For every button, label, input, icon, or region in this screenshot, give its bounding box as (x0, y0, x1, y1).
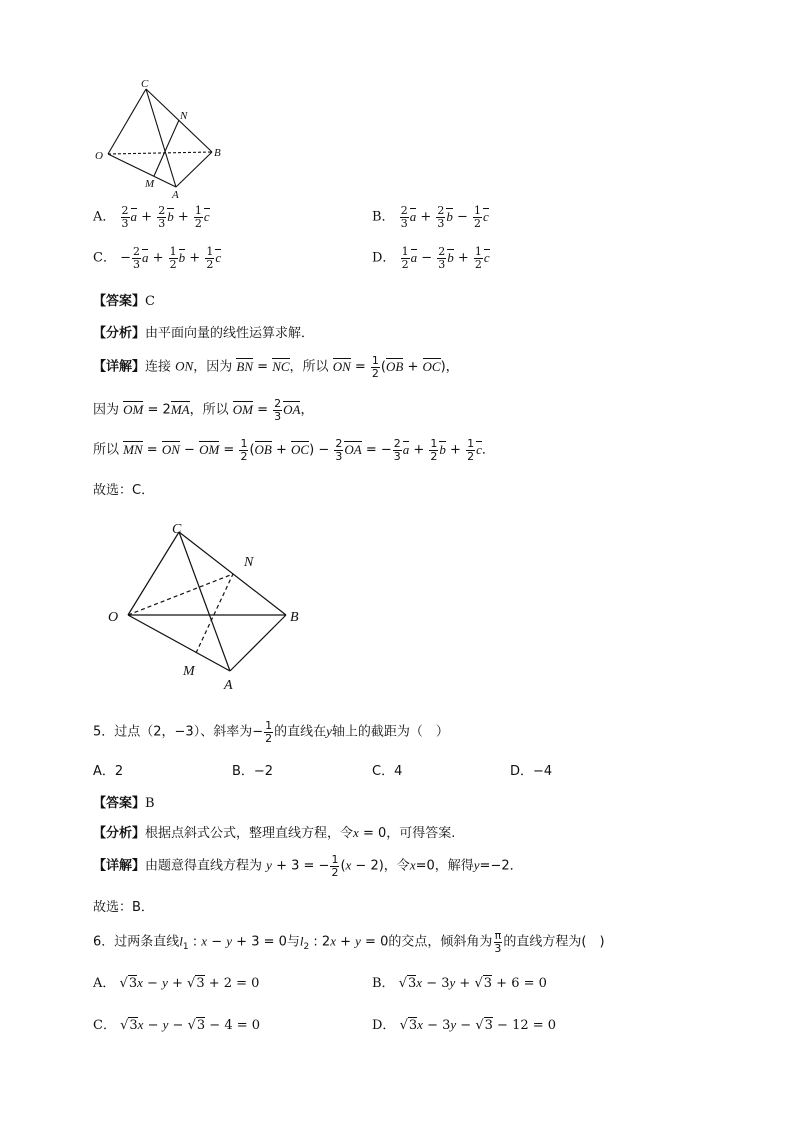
edge-AB (176, 152, 212, 187)
label-M: M (145, 178, 155, 190)
label-C: C (141, 78, 149, 90)
q4-conclusion: 故选：C． (93, 483, 155, 498)
segment-ON (128, 574, 233, 615)
q6-option-D: D． √3x − 3y − √3 − 12 = 0 (372, 1017, 557, 1033)
edge-OA (108, 154, 176, 187)
q6-stem: 6．过两条直线$l_1$ : x − y + 3 = 0与$l_2$ : 2x + y = 0的交点，倾斜角为 $\frac{\pi}{3}$ 的直线方程为( ) (93, 929, 605, 955)
edge-OC (108, 89, 146, 154)
q4-analysis: 【分析】由平面向量的线性运算求解． (93, 326, 315, 341)
label-O: O (108, 610, 119, 625)
q4-option-A: A． $\frac{2}{3}$ a + $\frac{2}{3}$ b + $\frac{1}{2}$ c (93, 204, 210, 230)
q5-answer: 【答案】B (93, 796, 155, 811)
label-O: O (95, 150, 103, 162)
label-N: N (244, 555, 254, 570)
label-N: N (180, 110, 188, 122)
q4-answer: 【答案】C (93, 294, 155, 309)
label-B: B (214, 147, 221, 159)
label-M: M (183, 664, 195, 679)
q6-option-C: C． √3x − y − √3 − 4 = 0 (93, 1017, 261, 1033)
label-B: B (290, 610, 299, 625)
label-A: A (224, 678, 233, 693)
q5-stem: 5．过点（2，−3）、斜率为− $\frac{1}{2}$ 的直线在y轴上的截距为（ ） (93, 719, 449, 745)
q5-option-B: B．−2 (232, 764, 274, 779)
label-C: C (172, 522, 182, 537)
edge-OB (108, 152, 212, 154)
edge-OA (128, 615, 230, 671)
q4-detail-line1: 【详解】连接 ON，因为 BN = NC，所以 ON = $\frac{1}{2}$ (OB + OC)， (93, 354, 459, 380)
q4-detail-line3: 所以 MN = ON − OM = $\frac{1}{2}$ (OB + OC) − $\frac{2}{3}$ OA = − $\frac{2}{3}$ a + $\frac{1}{2}$ b + $\frac{1}{2}$ c． (93, 437, 495, 463)
edge-CB (179, 532, 286, 615)
q6-option-B: B． √3x − 3y + √3 + 6 = 0 (372, 975, 547, 991)
q5-conclusion: 故选：B． (93, 900, 154, 915)
q4-option-D: D． $\frac{1}{2}$ a − $\frac{2}{3}$ b + $\frac{1}{2}$ c (372, 245, 490, 271)
edge-AB (230, 615, 286, 671)
q5-option-D: D．−4 (510, 764, 553, 779)
q4-option-C: C． − $\frac{2}{3}$ a + $\frac{1}{2}$ b + $\frac{1}{2}$ c (93, 245, 222, 271)
edge-CA (179, 532, 230, 671)
q4-option-B: B． $\frac{2}{3}$ a + $\frac{2}{3}$ b − $\frac{1}{2}$ c (372, 204, 489, 230)
tetrahedron-figure-2 (100, 518, 320, 693)
edge-OC (128, 532, 179, 615)
q6-option-A: A． √3x − y + √3 + 2 = 0 (93, 975, 260, 991)
q4-detail-line2: 因为 OM = 2MA，所以 OM = $\frac{2}{3}$ OA， (93, 397, 314, 423)
q5-option-A: A．2 (93, 764, 124, 779)
label-A: A (172, 189, 179, 200)
tetrahedron-figure-1 (90, 75, 230, 200)
q5-option-C: C．4 (372, 764, 403, 779)
q5-detail: 【详解】由题意得直线方程为 y + 3 = − $\frac{1}{2}$ (x − 2)，令x=0，解得y=−2． (93, 853, 523, 879)
q5-analysis: 【分析】根据点斜式公式，整理直线方程，令x = 0，可得答案. (93, 825, 456, 841)
